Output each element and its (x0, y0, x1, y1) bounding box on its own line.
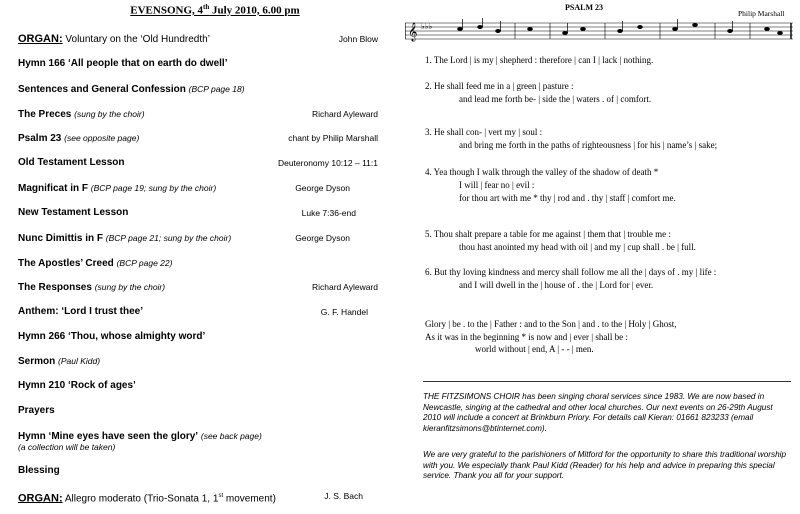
psalm-title: PSALM 23 (565, 3, 603, 12)
psalm-23-item: Psalm 23 (see opposite page) chant by Philip Marshall (18, 133, 378, 144)
anthem: Anthem: ‘Lord I trust thee’ G. F. Handel (18, 306, 368, 317)
new-testament-lesson: New Testament Lesson Luke 7:36-end (18, 207, 356, 218)
organ-closing: ORGAN: Allegro moderato (Trio-Sonata 1, 1st movement) J. S. Bach (18, 491, 363, 505)
blessing: Blessing (18, 465, 60, 476)
nunc-dimittis: Nunc Dimittis in F (BCP page 21; sung by the choir) George Dyson (18, 233, 350, 244)
hymn-glory: Hymn ‘Mine eyes have seen the glory’ (see back page) (a collection will be taken) (18, 431, 262, 452)
verse-3: 3. He shall con- | vert my | soul : and bring me forth in the paths of righteousness | for his | name’s | sake; (425, 127, 718, 150)
verse-1: 1. The Lord | is my | shepherd : therefore | can I | lack | nothing. (425, 55, 654, 65)
svg-text:𝄞: 𝄞 (408, 22, 418, 41)
magnificat: Magnificat in F (BCP page 19; sung by the choir) George Dyson (18, 183, 350, 194)
service-title: EVENSONG, 4th July 2010, 6.00 pm (130, 3, 300, 17)
chant-composer: Philip Marshall (738, 9, 785, 18)
sermon: Sermon (Paul Kidd) (18, 356, 101, 367)
apostles-creed: The Apostles’ Creed (BCP page 22) (18, 258, 173, 269)
psalm-page (405, 0, 800, 514)
old-testament-lesson: Old Testament Lesson Deuteronomy 10:12 – 11:1 (18, 157, 378, 168)
preces: The Preces (sung by the choir) Richard Ayleward (18, 109, 378, 120)
divider (423, 381, 791, 382)
verse-6: 6. But thy loving kindness and mercy shall follow me all the | days of . my | life : and I will dwell in the | house of . the | Lord for | ever. (425, 267, 717, 290)
organ-voluntary: ORGAN: Voluntary on the ‘Old Hundredth’ John Blow (18, 33, 378, 45)
sentences-confession: Sentences and General Confession (BCP page 18) (18, 84, 245, 95)
svg-text:♭♭♭: ♭♭♭ (421, 22, 433, 31)
responses: The Responses (sung by the choir) Richard Ayleward (18, 282, 378, 293)
hymn-266: Hymn 266 ‘Thou, whose almighty word’ (18, 331, 206, 342)
verse-5: 5. Thou shalt prepare a table for me against | them that | trouble me : thou hast anointed my head with oil | and my | cup shall . be | full. (425, 229, 696, 252)
hymn-166: Hymn 166 ‘All people that on earth do dwell’ (18, 58, 228, 69)
verse-2: 2. He shall feed me in a | green | pasture : and lead me forth be- | side the | waters . of | comfort. (425, 81, 652, 104)
gloria: Glory | be . to the | Father : and to the Son | and . to the | Holy | Ghost, As it was in the beginning * is now and | ever | shall be : world without | end, A | - - | men. (425, 319, 677, 354)
prayers: Prayers (18, 405, 55, 416)
chant-music-staff (405, 17, 793, 43)
order-of-service (0, 0, 395, 514)
verse-4: 4. Yea though I walk through the valley of the shadow of death * I will | fear no | evil : for thou art with me * thy | rod and . thy | staff | comfort me. (425, 167, 676, 203)
thanks-note: We are very grateful to the parishioners of Mitford for the opportunity to share this traditional worship with you. We especially thank Paul Kidd (Reader) for his help and advice in preparing this special service. Thank you all for your support. (423, 450, 787, 481)
hymn-210: Hymn 210 ‘Rock of ages’ (18, 380, 136, 391)
choir-note: THE FITZSIMONS CHOIR has been singing choral services since 1983. We are now based in Newcastle, singing at the cathedral and other local churches. Our next events on 26-29th August 2010 will include a concert at Brinkburn Priory. For details call Kieran: 01661 823233 (email kieranfitzsimons@btinternet.com). (423, 392, 773, 433)
